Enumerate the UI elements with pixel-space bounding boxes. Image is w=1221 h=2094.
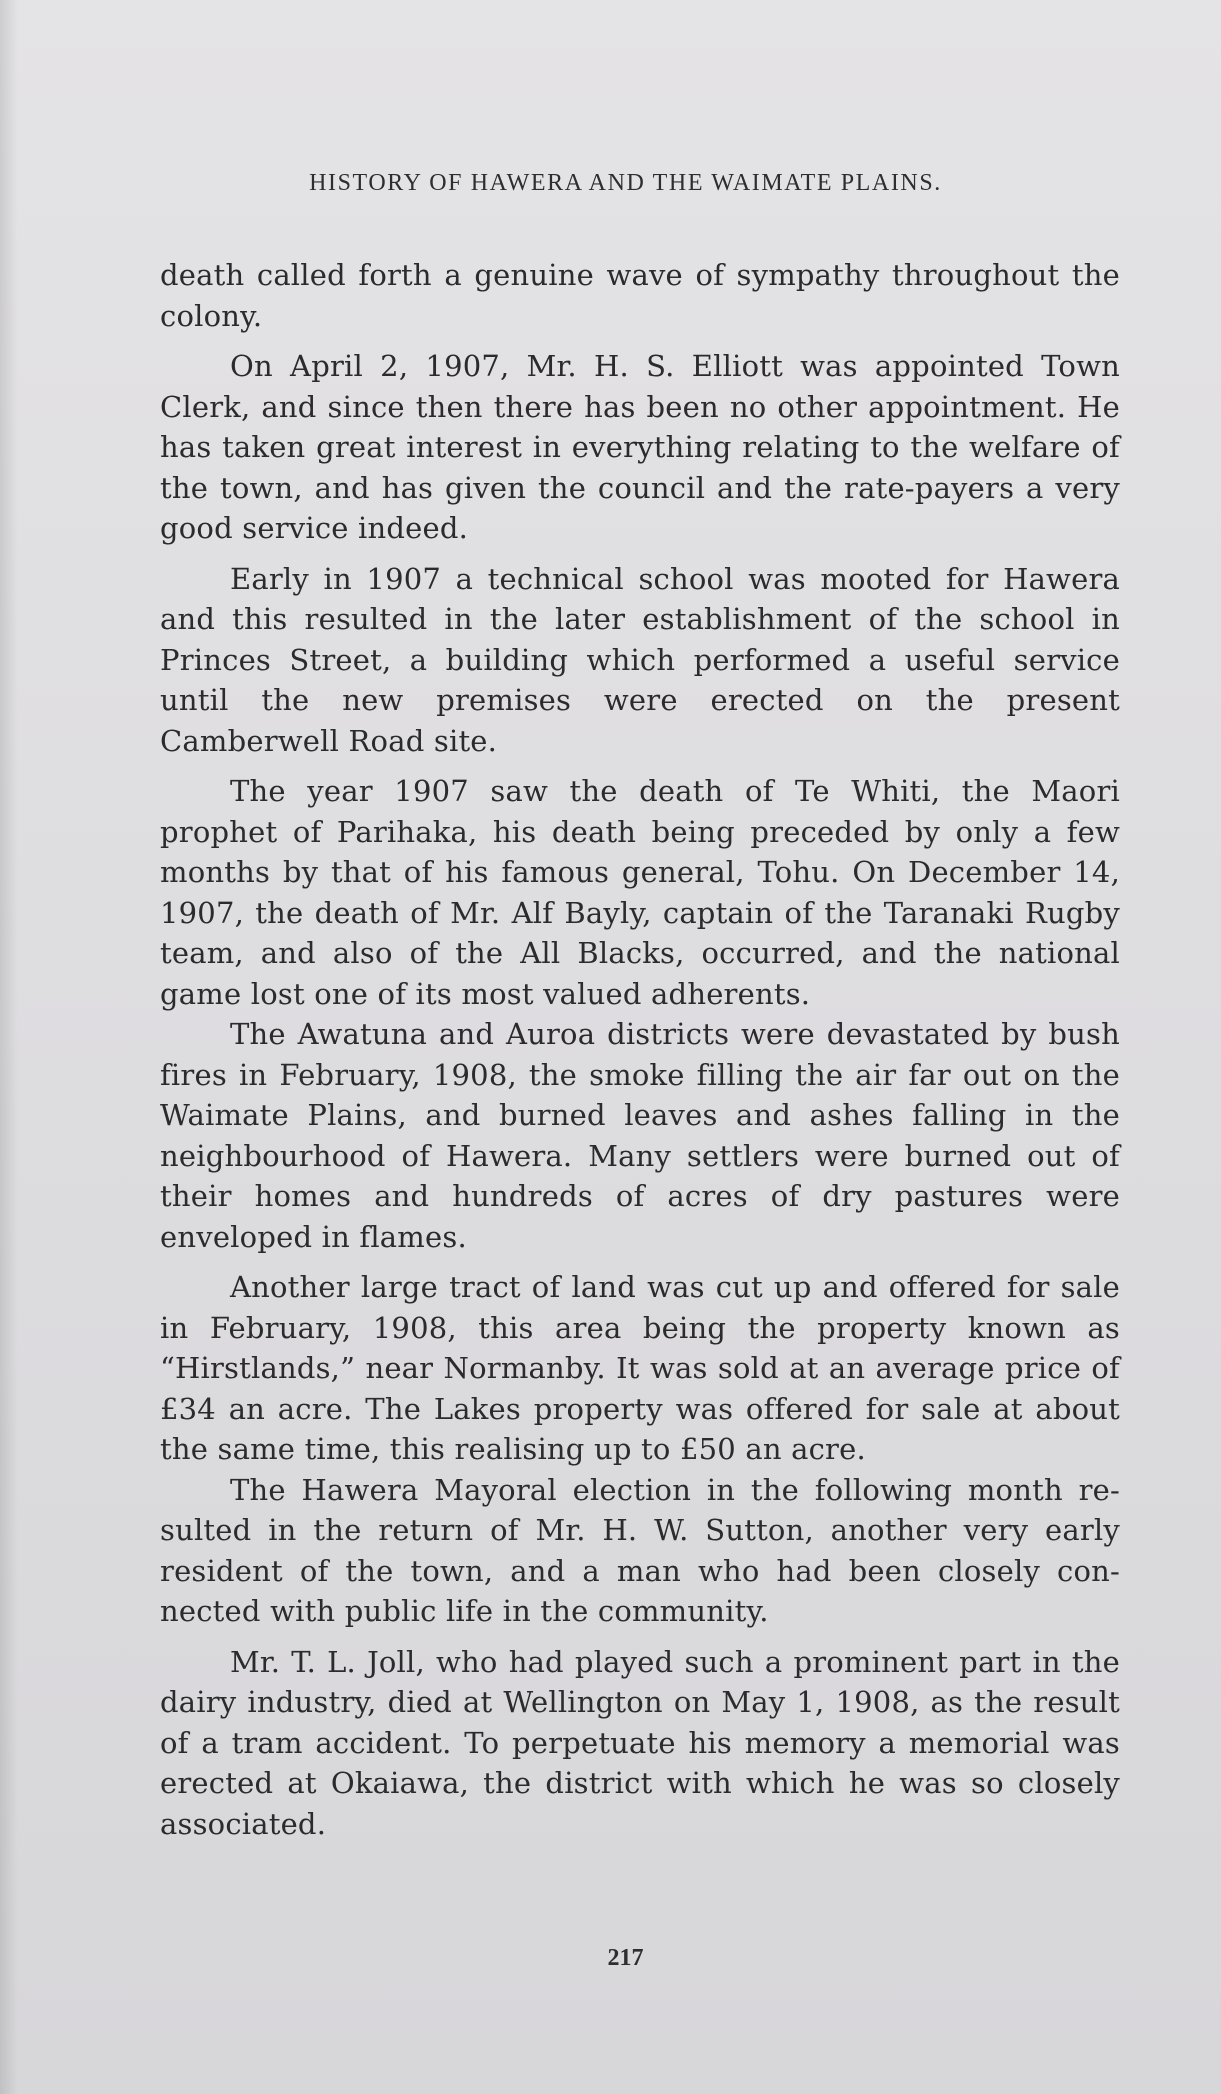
paragraph-7: The Hawera Mayoral election in the following month re-sulted in the return of Mr. H. W. Sutton, another very early resident of the town, and a man who had been closely con-nected with public life in the community. [160, 1472, 1120, 1628]
spine-shadow [0, 0, 18, 2094]
page-number: 217 [607, 1945, 644, 1971]
paragraph-6: Another large tract of land was cut up and offered for sale in February, 1908, this area being the property known as “Hirstlands,” near Normanby. It was sold at an average price of £34 an acre. The Lakes property was offered for sale at about the same time, this realising up to £50 an acre. [160, 1270, 1120, 1466]
paragraph-8: Mr. T. L. Joll, who had played such a prominent part in the dairy industry, died at Wellington on May 1, 1908, as the result of a tram accident. To perpetuate his memory a memorial was erected at Okaiawa, the district with which he was so closely associated. [160, 1644, 1120, 1841]
running-head: HISTORY OF HAWERA AND THE WAIMATE PLAINS. [309, 170, 942, 196]
paragraph-2: On April 2, 1907, Mr. H. S. Elliott was appointed Town Clerk, and since then there has been no other appointment. He has taken great interest in everything relating to the welfare of the town, and has given the council and the rate-payers a very good service indeed. [160, 349, 1120, 545]
paragraph-5: The Awatuna and Auroa districts were devastated by bush fires in February, 1908, the smoke filling the air far out on the Waimate Plains, and burned leaves and ashes falling in the neighbourhood of Hawera. Many settlers were burned out of their homes and hundreds of acres of dry pastures were enveloped in flames. [160, 1017, 1120, 1254]
paragraph-3: Early in 1907 a technical school was mooted for Hawera and this resulted in the later establishment of the school in Princes Street, a building which performed a useful service until the new premises were erected on the present Camberwell Road site. [160, 561, 1120, 758]
paragraph-1: death called forth a genuine wave of sympathy throughout the colony. [160, 258, 1120, 333]
paragraph-4: The year 1907 saw the death of Te Whiti, the Maori prophet of Parihaka, his death being preceded by only a few months by that of his famous general, Tohu. On December 14, 1907, the death of Mr. Alf Bayly, captain of the Taranaki Rugby team, and also of the All Blacks, occurred, and the national game lost one of its most valued adherents. [160, 774, 1120, 1011]
body-text [160, 255, 1120, 1854]
